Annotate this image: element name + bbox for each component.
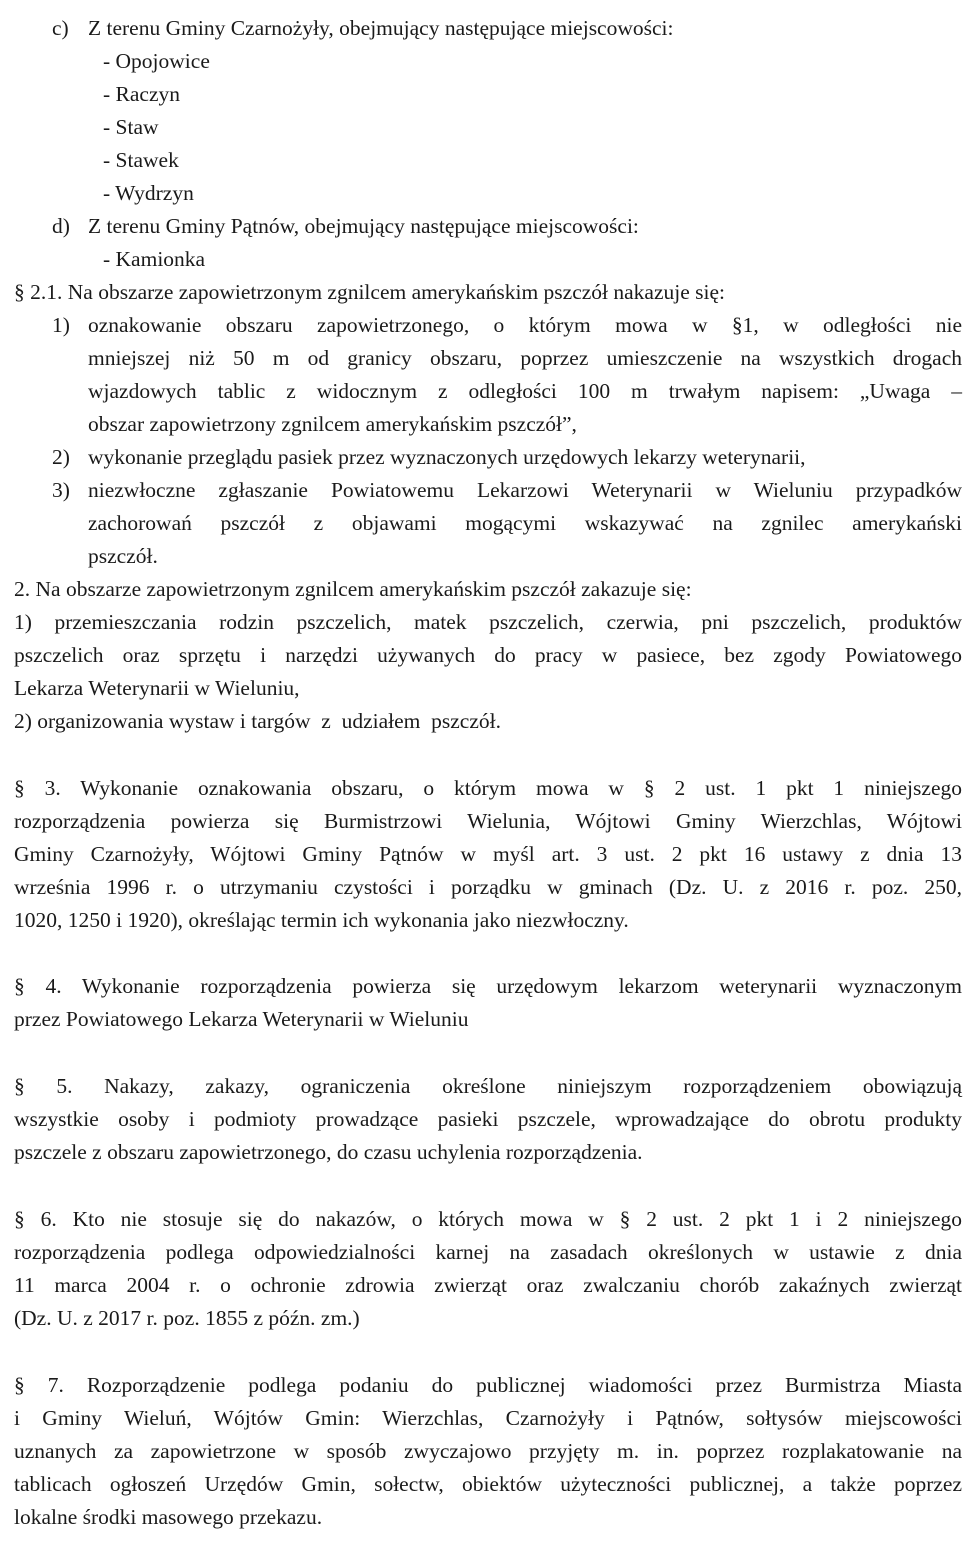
paragraph-3-line: Gminy Czarnożyły, Wójtowi Gminy Pątnów w myśl art. 3 ust. 2 pkt 16 ustawy z dnia 13 [14,842,962,866]
paragraph-6-line: 11 marca 2004 r. o ochronie zdrowia zwierząt oraz zwalczaniu chorób zakaźnych zwierząt [14,1273,962,1297]
item-1-line: wjazdowych tablic z widocznym z odległości 100 m trwałym napisem: „Uwaga – [88,379,962,403]
paragraph-3-line: § 3. Wykonanie oznakowania obszaru, o którym mowa w § 2 ust. 1 pkt 1 niniejszego [14,776,962,800]
list-marker: 1) [52,313,70,337]
paragraph-2-2-line: 2) organizowania wystaw i targów z udziałem pszczół. [14,709,501,733]
section-d-intro: Z terenu Gminy Pątnów, obejmujący następujące miejscowości: [88,214,639,238]
paragraph-2-2-heading: 2. Na obszarze zapowietrzonym zgnilcem amerykańskim pszczół zakazuje się: [14,577,692,601]
place-item: - Wydrzyn [103,181,194,205]
list-marker: 2) [52,445,70,469]
place-item: - Kamionka [103,247,206,271]
paragraph-7-line: uznanych za zapowietrzone w sposób zwyczajowo przyjęty m. in. poprzez rozplakatowanie na [14,1439,962,1463]
paragraph-4-line: § 4. Wykonanie rozporządzenia powierza się urzędowym lekarzom weterynarii wyznaczonym [14,974,962,998]
item-1-line: obszar zapowietrzony zgnilcem amerykańskim pszczół”, [88,412,577,436]
item-1-line: oznakowanie obszaru zapowietrzonego, o którym mowa w §1, w odległości nie [88,313,962,337]
paragraph-7-line: i Gminy Wieluń, Wójtów Gmin: Wierzchlas, Czarnożyły i Pątnów, sołtysów miejscowości [14,1406,962,1430]
item-3-line: pszczół. [88,544,158,568]
item-3-line: zachorowań pszczół z objawami mogącymi wskazywać na zgnilec amerykański [88,511,962,535]
item-3-line: niezwłoczne zgłaszanie Powiatowemu Lekarzowi Weterynarii w Wieluniu przypadków [88,478,962,502]
list-marker-c: c) [52,16,69,40]
paragraph-7-line: tablicach ogłoszeń Urzędów Gmin, sołectw, obiektów użyteczności publicznej, a także poprzez [14,1472,962,1496]
paragraph-6-line: rozporządzenia podlega odpowiedzialności karnej na zasadach określonych w ustawie z dnia [14,1240,962,1264]
item-1-line: mniejszej niż 50 m od granicy obszaru, poprzez umieszczenie na wszystkich drogach [88,346,962,370]
paragraph-4-line: przez Powiatowego Lekarza Weterynarii w Wieluniu [14,1007,469,1031]
paragraph-2-2-line: Lekarza Weterynarii w Wieluniu, [14,676,300,700]
paragraph-5-line: § 5. Nakazy, zakazy, ograniczenia określone niniejszym rozporządzeniem obowiązują [14,1074,962,1098]
list-marker: 3) [52,478,70,502]
paragraph-5-line: pszczele z obszaru zapowietrzonego, do czasu uchylenia rozporządzenia. [14,1140,643,1164]
place-item: - Opojowice [103,49,210,73]
paragraph-2-1-heading: § 2.1. Na obszarze zapowietrzonym zgnilcem amerykańskim pszczół nakazuje się: [14,280,726,304]
paragraph-7-line: lokalne środki masowego przekazu. [14,1505,323,1529]
place-item: - Raczyn [103,82,181,106]
place-item: - Staw [103,115,159,139]
paragraph-7-line: § 7. Rozporządzenie podlega podaniu do publicznej wiadomości przez Burmistrza Miasta [14,1373,962,1397]
place-item: - Stawek [103,148,179,172]
paragraph-3-line: 1020, 1250 i 1920), określając termin ich wykonania jako niezwłoczny. [14,908,629,932]
paragraph-3-line: rozporządzenia powierza się Burmistrzowi Wielunia, Wójtowi Gminy Wierzchlas, Wójtowi [14,809,962,833]
section-c-intro: Z terenu Gminy Czarnożyły, obejmujący następujące miejscowości: [88,16,674,40]
paragraph-6-line: (Dz. U. z 2017 r. poz. 1855 z późn. zm.) [14,1306,360,1330]
list-marker-d: d) [52,214,70,238]
paragraph-3-line: września 1996 r. o utrzymaniu czystości i porządku w gminach (Dz. U. z 2016 r. poz. 250, [14,875,962,899]
paragraph-5-line: wszystkie osoby i podmioty prowadzące pasieki pszczele, wprowadzające do obrotu produkty [14,1107,962,1131]
item-2-line: wykonanie przeglądu pasiek przez wyznaczonych urzędowych lekarzy weterynarii, [88,445,806,469]
paragraph-2-2-line: 1) przemieszczania rodzin pszczelich, matek pszczelich, czerwia, pni pszczelich, produktów [14,610,962,634]
paragraph-2-2-line: pszczelich oraz sprzętu i narzędzi używanych do pracy w pasiece, bez zgody Powiatowego [14,643,962,667]
paragraph-6-line: § 6. Kto nie stosuje się do nakazów, o których mowa w § 2 ust. 2 pkt 1 i 2 niniejszego [14,1207,962,1231]
